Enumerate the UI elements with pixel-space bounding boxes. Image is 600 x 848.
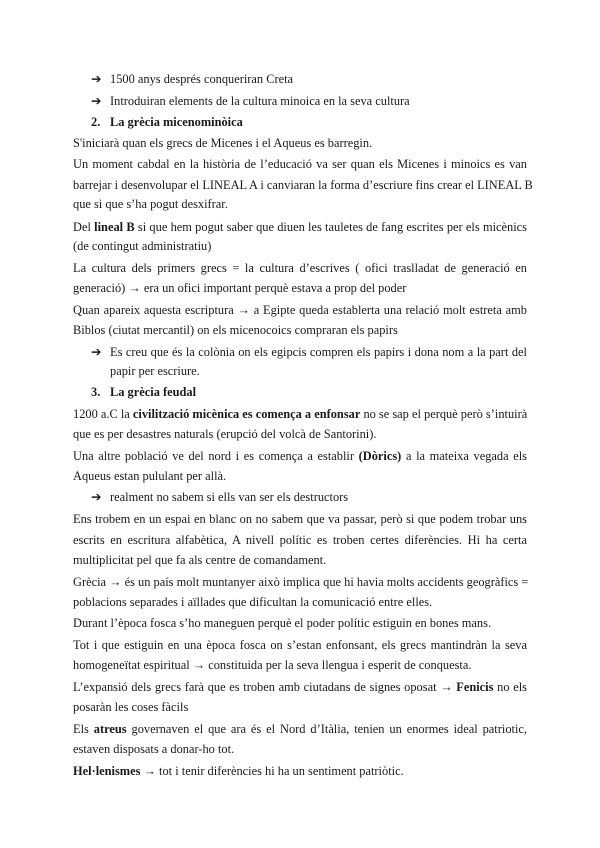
bold-term: atreus xyxy=(93,722,127,736)
text-run: L’expansió dels grecs farà que es troben amb ciutadans de signes oposat → xyxy=(73,680,457,694)
section-heading-3 xyxy=(91,384,545,400)
text-run: a la mateixa vegada els xyxy=(401,449,528,463)
bullet-text: 1500 anys després conqueriran Creta xyxy=(110,72,294,86)
bullet-text: realment no sabem si ells van ser els destructors xyxy=(110,490,349,504)
text-run: no se sap el perquè però s’intuirà xyxy=(360,407,528,421)
bold-term: (Dòrics) xyxy=(358,449,402,463)
bold-term: lineal B xyxy=(94,220,135,234)
paragraph-line xyxy=(73,763,527,779)
paragraph-line: que es per desastres naturals (erupció del volcà de Santorini). xyxy=(73,427,377,441)
text-run: Els xyxy=(73,722,94,736)
text-run: governaven el que ara és el Nord d’Itàlia, tenien un enormes ideal patriotic, xyxy=(126,722,527,736)
heading-text: La grècia feudal xyxy=(110,385,197,399)
paragraph-line: La cultura dels primers grecs = la cultura d’escrives ( ofici traslladat de generació en xyxy=(73,261,527,275)
text-run: Del xyxy=(73,220,95,234)
arrow-bullet-icon: ➔ xyxy=(91,72,102,86)
paragraph-line xyxy=(73,721,527,737)
paragraph-line: que si que s’ha pogut desxifrar. xyxy=(73,197,228,211)
arrow-bullet-icon: ➔ xyxy=(91,94,102,108)
heading-text: La grècia micenominòica xyxy=(110,115,243,129)
paragraph-line: Tot i que estiguin en una època fosca on s’estan enfonsant, els grecs mantindràn la seva xyxy=(73,638,527,652)
paragraph-line: Biblos (ciutat mercantil) on els micenocoics compraran els papirs xyxy=(73,323,398,337)
text-run: Una altre població ve del nord i es comença a establir xyxy=(73,449,359,463)
bullet-text: Es creu que és la colònia on els egipcis compren els papirs i dona nom a la part del xyxy=(110,345,527,359)
heading-number: 2. xyxy=(91,115,101,129)
bold-term: civilització micènica es comença a enfonsar xyxy=(132,407,361,421)
paragraph-line: Ens trobem en un espai en blanc on no sabem que va passar, però si que podem trobar uns xyxy=(73,512,527,526)
bold-term: Fenicis xyxy=(456,680,494,694)
paragraph-line: Aqueus estan pululant per allà. xyxy=(73,469,227,483)
paragraph-line: S'iniciarà quan els grecs de Micenes i el Aqueus es barregin. xyxy=(73,136,373,150)
section-heading-2 xyxy=(91,114,545,130)
arrow-bullet-icon: ➔ xyxy=(91,490,102,504)
paragraph-line xyxy=(73,448,527,464)
paragraph-line: Un moment cabdal en la història de l’educació va ser quan els Micenes i minoics es van xyxy=(73,157,527,171)
paragraph-line: escrits en escritura alfabètica, A nivell polític es troben certes diferències. Hi ha certa xyxy=(73,533,527,547)
text-run: 1200 a.C la xyxy=(73,407,133,421)
bullet-text: Introduiran elements de la cultura minoica en la seva cultura xyxy=(110,94,410,108)
paragraph-line: Quan apareix aquesta escriptura → a Egipte queda establerta una relació molt estreta amb xyxy=(73,303,527,317)
bold-term: Hel·lenismes xyxy=(73,764,141,778)
text-run: si que hem pogut saber que diuen les tauletes de fang escrites per els micènics xyxy=(134,220,527,234)
text-run: → tot i tenir diferències hi ha un sentiment patriòtic. xyxy=(140,764,404,778)
text-run: no els xyxy=(493,680,527,694)
paragraph-line: poblacions separades i aïllades que dificultan la comunicació entre elles. xyxy=(73,595,433,609)
paragraph-line: Durant l’època fosca s’ho maneguen perquè el poder polític estiguin en bones mans. xyxy=(73,616,492,630)
bullet-item xyxy=(91,93,527,109)
bullet-item xyxy=(91,489,527,505)
paragraph-line: (de contingut administratiu) xyxy=(73,239,212,253)
paragraph-line: Grècia → és un país molt muntanyer això implica que hi havia molts accidents geogràfics = xyxy=(73,575,529,589)
paragraph-line: posaràn les coses fàcils xyxy=(73,700,189,714)
paragraph-line: estaven disposats a donar-ho tot. xyxy=(73,742,235,756)
bullet-continuation: papir per escriure. xyxy=(110,364,200,378)
paragraph-line: multiplicitat pel que fa als centre de comandament. xyxy=(73,553,327,567)
paragraph-line xyxy=(73,406,527,422)
heading-number: 3. xyxy=(91,385,101,399)
bullet-item xyxy=(91,71,527,87)
bullet-item xyxy=(91,344,527,360)
paragraph-line: barrejar i desenvolupar el LINEAL A i canviaran la forma d’escriure fins crear el LINEAL B xyxy=(73,178,533,192)
arrow-bullet-icon: ➔ xyxy=(91,345,102,359)
paragraph-line xyxy=(73,679,527,695)
paragraph-line: generació) → era un ofici important perquè estava a prop del poder xyxy=(73,281,407,295)
paragraph-line: homogeneïtat espiritual → constituida per la seva llengua i esperit de conquesta. xyxy=(73,658,472,672)
paragraph-line xyxy=(73,219,527,235)
